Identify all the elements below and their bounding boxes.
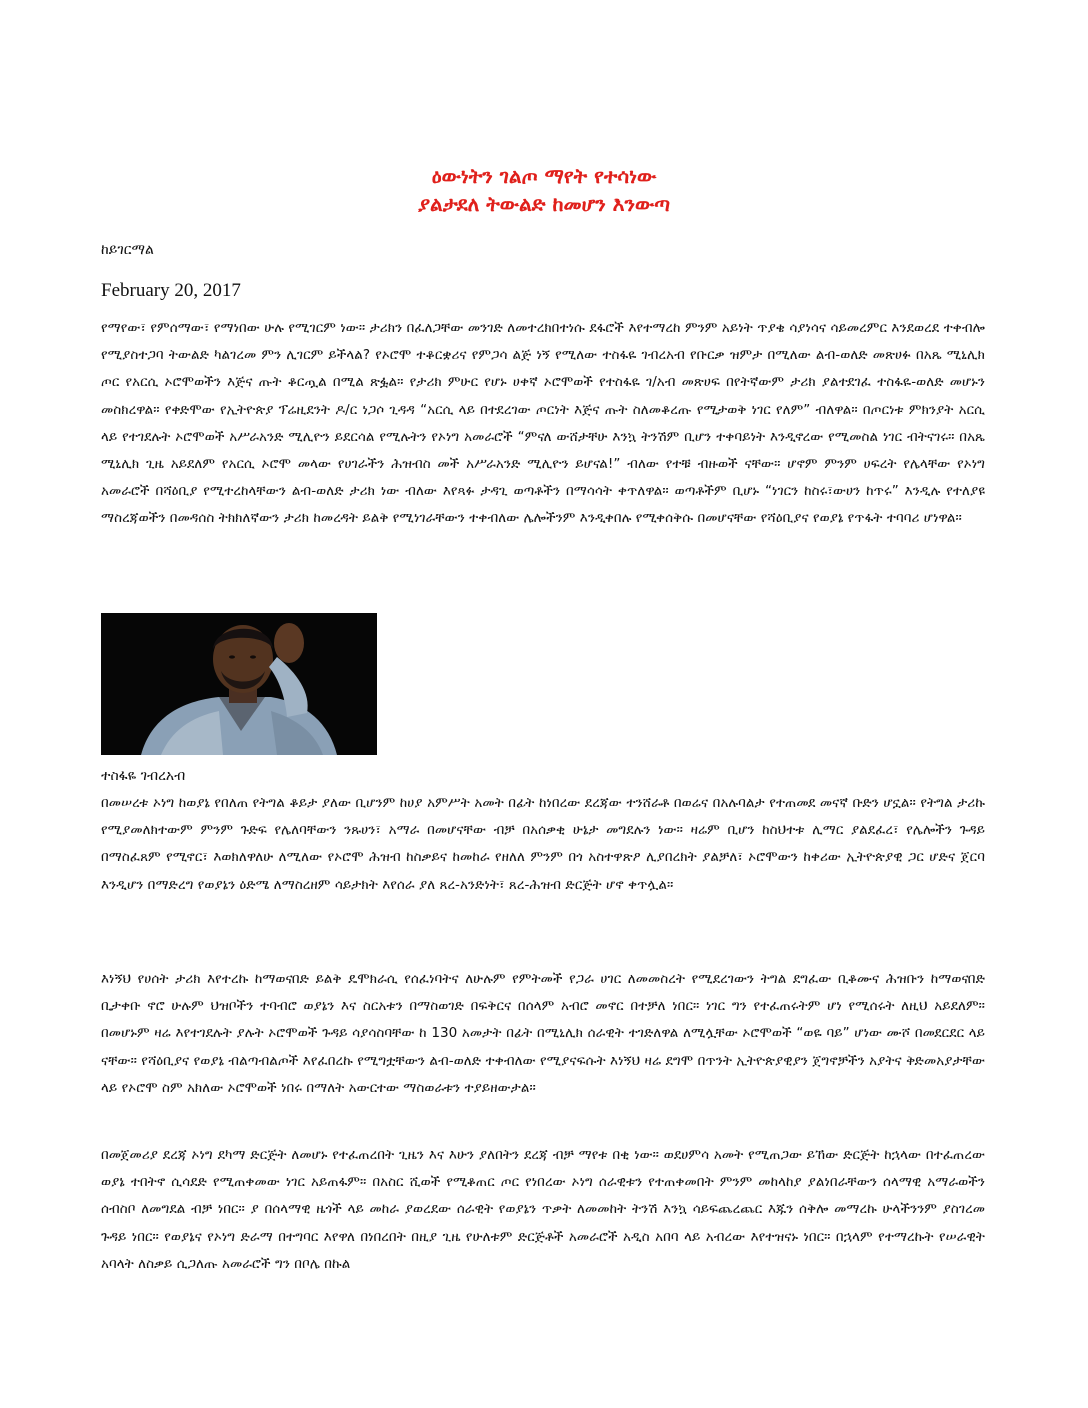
paragraph-2: በመሠረቱ ኦነግ ከወያኔ የበለጠ የትግል ቆይታ ያለው ቢሆንም ከሀያ አምሥት አመት በፊት ከነበረው ደረጃው ተንሸራቶ በወሬና በአሉባልታ የተጠመደ መናኛ ቡድን ሆኗል። የትግል ታሪኩ የሚያመለክተውም ምንም ጉድፍ የሌለባቸውን ንጹሀን፣ አማራ በመሆናቸው ብቻ በአሰቃቂ ሁኔታ መግደሉን ነው። ዛሬም ቢሆን ከስህተቱ ሊማር ያልደፈረ፣ የሌሎችን ጉዳይ በማስፈጸም የሚኖር፣ እወክለዋለሁ ለሚለው የኦሮሞ ሕዝብ ከስቃይና ከመከራ የዘለለ ምንም በጎ አስተዋጽዖ ሊያበረክት ያልቻለ፣ ኦሮሞውን ከቀሪው ኢትዮጵያዊ ጋር ሆድና ጀርባ እንዲሆን በማድረግ የወያኔን ዕድሜ ለማስረዘም ሳይታክት እየሰራ ያለ ጸረ-አንድነት፣ ጸረ-ሕዝብ ድርጅት ሆኖ ቀጥሏል። [101,795,985,893]
author-byline: ከይገርማል [101,242,154,258]
article-title-line-2: ያልታደለ ትውልድ ከመሆን እንውጣ [417,192,671,216]
article-title-line-1: ዕውነትን ገልጦ ማየት የተሳነው [431,164,657,188]
publish-date: February 20, 2017 [101,280,241,301]
photo-caption: ተስፋዬ ገብረአብ [101,768,186,784]
paragraph-1: የማየው፣ የምሰማው፣ የማነበው ሁሉ የሚገርም ነው። ታሪክን በፈለጋቸው መንገድ ለመተረክበተነሱ ደፋሮች እየተማረከ ምንም አይነት ጥያቄ ሳያነሳና ሳይመረምር እንደወረደ ተቀብሎ የሚያስተጋባ ትውልድ ካልገረመ ምን ሊገርም ይችላል? የኦሮሞ ተቆርቋሪና የምጋሳ ልጅ ነኝ የሚለው ተስፋዬ ገብረአብ የቡርቃ ዝምታ በሚለው ልብ-ወለድ መጽሀፉ በአጼ ሚኒሊክ ጦር የአርሲ ኦሮሞወችን እጅና ጡት ቆርጧል በሚል ጽፏል። የታሪክ ምሁር የሆኑ ሀቀኛ ኦሮሞወች የተስፋዬ ገ/አብ መጽሀፍ በየትኛውም ታሪክ ያልተደገፈ ተስፋዬ-ወለድ መሆኑን መስክረዋል። የቀድሞው የኢትዮጵያ ፕሬዚደንት ዶ/ር ነጋሶ ጊዳዳ “አርሲ ላይ በተደረገው ጦርነት እጅና ጡት ስለመቆረጡ የሚታወቅ ነገር የለም” ብለዋል። በጦርነቱ ምክንያት አርሲ ላይ የተገደሉት ኦሮሞወች አሥራአንድ ሚሊዮን ይደርሳል የሚሉትን የኦነግ አመራሮች “ምናለ ውሸታቸሁ እንኳ ትንሽም ቢሆን ተቀባይነት እንዲኖረው የሚመስል ነገር ብትናገሩ። በአጼ ሚኒሊክ ጊዜ አይደለም የአርሲ ኦሮሞ መላው የሀገራችን ሕዝብስ መች አሥራአንድ ሚሊዮን ይሆናል!” ብለው የተቹ ብዙወች ናቸው። ሆኖም ምንም ሀፍረት የሌላቸው የኦነግ አመራሮች በሻዕቢያ የሚተረከላቸውን ልብ-ወለድ ታሪክ ነው ብለው እየጻፉ ታዳጊ ወጣቶችን በማሳሳት ቀጥለዋል። ወጣቶችም ቢሆኑ “ነገርን ከስሩ፣ውሀን ከጥሩ” እንዲሉ የተለያዩ ማስረጃወችን በመዳሰስ ትክክለኛውን ታሪክ ከመረዳት ይልቅ የሚነገራቸውን ተቀብለው ሌሎችንም እንዲቀበሉ የሚቀሰቅሱ በመሆናቸው የሻዕቢያና የወያኔ የጥፋት ተባባሪ ሆነዋል። [101,320,985,527]
paragraph-4: በመጀመሪያ ደረጃ ኦነግ ደካማ ድርጅት ለመሆኑ የተፈጠረበት ጊዜን እና እሁን ያለበትን ደረጃ ብቻ ማየቱ በቂ ነው። ወደሀምሳ አመት የሚጠጋው ይኸው ድርጅት ከኋላው በተፈጠረው ወያኔ ተበትኖ ሲሳደድ የሚጠቀመው ነገር አይጠፋም። በአስር ሺወች የሚቆጠር ጦር የነበረው ኦነግ ሰራዊቱን የተጠቀመበት ምንም መከላከያ ያልነበራቸውን ሰላማዊ አማራወችን ሰብስቦ ለመግደል ብቻ ነበር። ያ በሰላማዊ ዜጎች ላይ መከራ ያወረደው ሰራዊት የወያኔን ጥቃት ለመመከት ትንሽ እንኳ ሳይፍጨረጨር እጁን ሰቅሎ መማረኩ ሁላችንንም ያስገረመ ጉዳይ ነበር። የወያኔና የኦነግ ድራማ በተግባር እየዋለ በነበረበት በዚያ ጊዜ የሁለቱም ድርጅቶች አመራሮች አዲስ አበባ ላይ አብረው እየተዝናኑ ነበር። በኋላም የተማረኩት የሠራዊት አባላት ለስቃይ ሲጋለጡ አመራሮች ግን በቦሌ በኩል [101,1147,985,1272]
paragraph-3: እነኝህ የሀሰት ታሪክ እየተረኩ ከማወናበድ ይልቅ ዴሞክራሲ የሰፈነባትና ለሁሉም የምትመች የጋራ ሀገር ለመመስረት የሚደረገውን ትግል ደግፈው ቢቆሙና ሕዝቡን ከማወናበድ ቢታቀቡ ኖሮ ሁሉም ህዝቦችን ተባብሮ ወያኔን እና ስርአቱን በማስወገድ በፍቅርና በሰላም አብሮ መኖር በተቻለ ነበር። ነገር ግን የተፈጠሩትም ሆነ የሚሰሩት ለዚህ አይደለም። በመሆኑም ዛሬ እየተገደሉት ያሉት ኦሮሞወች ጉዳይ ሳያሳስባቸው ከ 130 አመታት በፊት በሚኒሊክ ሰራዊት ተገድለዋል ለሚሏቸው ኦሮሞወች “ወዬ ባይ” ሆነው ሙሾ በመደርደር ላይ ናቸው። የሻዕቢያና የወያኔ ብልጣብልጦች እየፈበረኩ የሚግቷቸውን ልብ-ወለድ ተቀብለው የሚያናፍሱት እነኝህ ዛሬ ደግሞ በጥንት ኢትዮጵያዊያን ጀግኖቻችን አያትና ቅድመአያታቸው ላይ የኦሮሞ ስም አክለው ኦሮሞወች ነበሩ በማለት አውርተው ማስወራቱን ተያይዘውታል። [101,971,985,1096]
author-photo [101,613,377,755]
